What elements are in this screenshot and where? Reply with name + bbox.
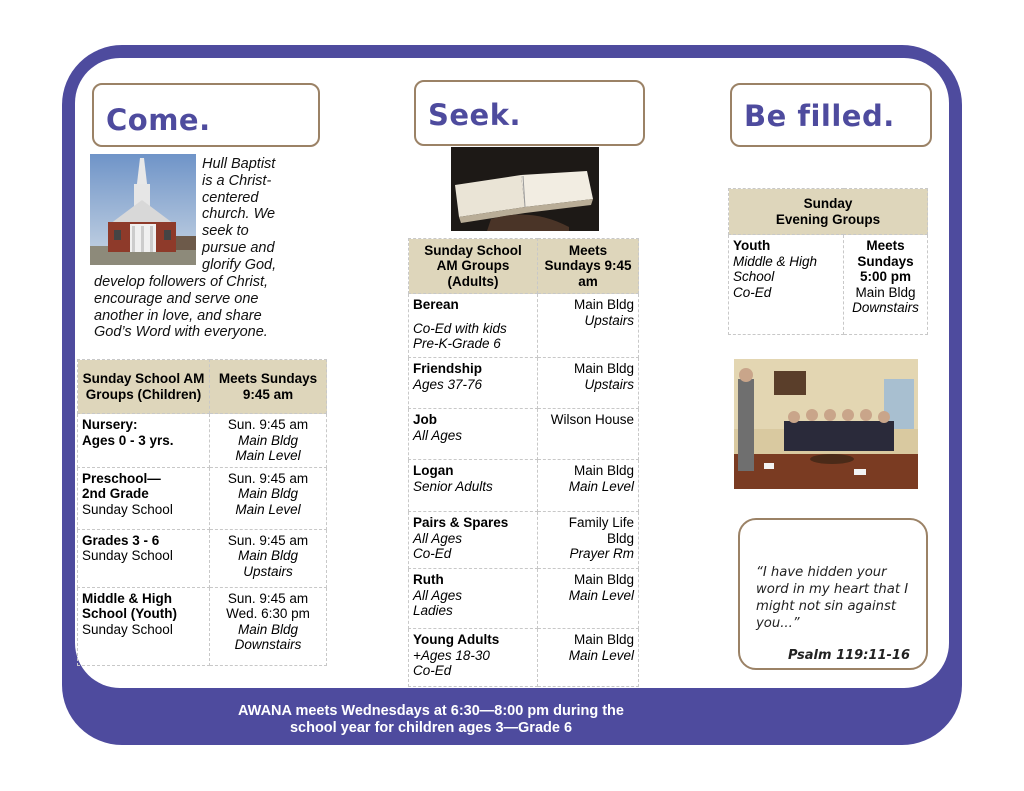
- meeting-time-2: Wed. 6:30 pm: [226, 606, 310, 621]
- location: Main Bldg: [573, 463, 634, 478]
- intro-line: church. We: [202, 206, 276, 223]
- table-cell-meets: [538, 512, 639, 569]
- location: Family Life: [568, 515, 634, 530]
- awana-footer: [200, 703, 662, 737]
- group-subtitle: Senior Adults: [413, 478, 493, 494]
- location: Main Bldg: [237, 432, 299, 448]
- intro-line: another in love, and share: [94, 307, 262, 324]
- group-subtitle: All Ages: [413, 427, 463, 443]
- intro-line: glorify God,: [202, 256, 277, 273]
- group-subtitle-2: Co-Ed: [413, 546, 452, 561]
- intro-line: Hull Baptist: [202, 156, 276, 172]
- location: Wilson House: [550, 412, 634, 427]
- heading-be-filled-text: Be filled.: [744, 99, 895, 133]
- group-name-cont: Ages 0 - 3 yrs.: [82, 432, 174, 448]
- group-subtitle: All Ages: [413, 530, 463, 546]
- table-row: [409, 512, 538, 569]
- table-row: [409, 294, 538, 358]
- location-detail: Upstairs: [584, 376, 634, 392]
- table-row: [78, 587, 210, 665]
- location-detail: Downstairs: [234, 637, 302, 652]
- adults-header-groups: Sunday School AM Groups (Adults): [409, 239, 538, 294]
- group-subtitle-2: School: [733, 269, 775, 284]
- adults-header-meets: Meets Sundays 9:45 am: [538, 239, 639, 294]
- bible-photo: [451, 147, 599, 231]
- meets-label: Meets: [866, 238, 905, 253]
- group-subtitle-2: Pre-K-Grade 6: [413, 336, 501, 351]
- heading-come: [92, 83, 320, 147]
- awana-line-1: AWANA meets Wednesdays at 6:30—8:00 pm during the: [238, 703, 624, 719]
- scripture-reference: Psalm 119:11-16: [787, 648, 910, 663]
- group-name: Youth: [733, 238, 771, 253]
- group-subtitle: +Ages 18-30: [413, 647, 490, 663]
- intro-paragraph: [202, 156, 312, 274]
- table-row: [409, 460, 538, 512]
- location: Main Bldg: [237, 486, 299, 501]
- location: Main Bldg: [855, 284, 916, 300]
- table-cell-meets: [538, 569, 639, 629]
- intro-line: encourage and serve one: [94, 290, 259, 307]
- table-cell-meets: [538, 409, 639, 460]
- group-name: Preschool—: [82, 470, 161, 486]
- table-cell-meets: [210, 467, 327, 529]
- location: Main Bldg: [573, 361, 634, 376]
- table-cell-meets: [538, 358, 639, 409]
- adults-groups-table: [408, 238, 639, 687]
- heading-seek-text: Seek.: [428, 98, 522, 132]
- table-cell-meets: [538, 460, 639, 512]
- table-cell-meets: [538, 294, 639, 358]
- evening-header: [729, 189, 928, 235]
- group-subtitle: Sunday School: [82, 501, 173, 517]
- meeting-time: Sun. 9:45 am: [227, 417, 309, 432]
- children-header-meets: Meets Sundays 9:45 am: [210, 360, 327, 414]
- intro-line: develop followers of Christ,: [94, 274, 269, 290]
- evening-header-line2: Evening Groups: [775, 211, 881, 227]
- church-photo: [90, 154, 196, 265]
- group-subtitle-3: Co-Ed: [733, 284, 772, 300]
- meeting-time: Sun. 9:45 am: [227, 470, 309, 486]
- group-subtitle: Ages 37-76: [413, 376, 483, 392]
- table-cell-meets: [210, 529, 327, 587]
- group-subtitle: Sunday School: [82, 548, 173, 563]
- group-subtitle: Sunday School: [82, 621, 173, 637]
- intro-line: seek to: [202, 223, 249, 240]
- group-name-cont: School (Youth): [82, 606, 177, 621]
- heading-seek: [414, 80, 645, 146]
- meeting-time: Sun. 9:45 am: [227, 532, 309, 548]
- table-row: [409, 409, 538, 460]
- table-row: [78, 414, 210, 468]
- location-detail: Downstairs: [852, 300, 919, 315]
- group-name: Nursery:: [82, 417, 138, 432]
- children-groups-table: [77, 359, 327, 666]
- intro-paragraph-continued: [94, 274, 314, 341]
- awana-line-2: school year for children ages 3—Grade 6: [289, 720, 573, 736]
- group-subtitle: All Ages: [413, 587, 463, 603]
- table-cell-meets: [844, 235, 928, 335]
- meeting-time: 5:00 pm: [859, 269, 912, 284]
- group-name: Berean: [413, 297, 459, 312]
- intro-line: is a Christ-: [202, 172, 272, 189]
- table-row: [409, 629, 538, 687]
- group-name: Pairs & Spares: [413, 515, 509, 530]
- group-name: Young Adults: [413, 632, 500, 647]
- table-row: [78, 467, 210, 529]
- group-name: Logan: [413, 463, 454, 478]
- location-detail: Prayer Rm: [569, 546, 634, 561]
- table-row: [729, 235, 844, 335]
- intro-line: pursue and: [202, 239, 275, 256]
- group-subtitle: Co-Ed with kids: [413, 320, 507, 336]
- location-cont: Bldg: [606, 530, 634, 546]
- group-name: Middle & High: [82, 590, 172, 606]
- location-detail: Main Level: [568, 647, 634, 663]
- intro-line: centered: [202, 189, 259, 206]
- table-row: [78, 529, 210, 587]
- intro-line: God’s Word with everyone.: [94, 324, 268, 341]
- group-subtitle-2: Co-Ed: [413, 663, 452, 678]
- table-cell-meets: [538, 629, 639, 687]
- group-name: Friendship: [413, 361, 483, 376]
- location-detail: Main Level: [568, 587, 634, 603]
- meets-day: Sundays: [857, 253, 914, 269]
- evening-groups-table: [728, 188, 928, 335]
- group-name: Ruth: [413, 572, 444, 587]
- location-detail: Main Level: [235, 501, 301, 517]
- group-name-cont: 2nd Grade: [82, 486, 149, 501]
- location-detail: Upstairs: [243, 563, 293, 579]
- group-subtitle-2: Ladies: [413, 603, 453, 618]
- location: Main Bldg: [237, 621, 299, 637]
- group-meeting-photo: [734, 359, 918, 489]
- location-detail: Main Level: [235, 448, 301, 463]
- group-name: Job: [413, 412, 438, 427]
- location-detail: Main Level: [568, 478, 634, 494]
- table-cell-meets: [210, 414, 327, 468]
- table-row: [409, 358, 538, 409]
- scripture-quote: “I have hidden your word in my heart that I might not sin against you...”: [756, 565, 909, 631]
- location: Main Bldg: [573, 572, 634, 587]
- location-detail: Upstairs: [584, 312, 634, 328]
- children-header-groups: Sunday School AM Groups (Children): [78, 360, 210, 414]
- table-row: [409, 569, 538, 629]
- location: Main Bldg: [573, 297, 634, 312]
- heading-come-text: Come.: [106, 103, 211, 137]
- meeting-time: Sun. 9:45 am: [227, 590, 309, 606]
- location: Main Bldg: [573, 632, 634, 647]
- location: Main Bldg: [237, 548, 299, 563]
- scripture-quote-box: [738, 518, 928, 670]
- group-subtitle: Middle & High: [733, 253, 818, 269]
- group-name: Grades 3 - 6: [82, 532, 160, 548]
- heading-be-filled: [730, 83, 932, 147]
- evening-header-line1: Sunday: [803, 196, 853, 211]
- table-cell-meets: [210, 587, 327, 665]
